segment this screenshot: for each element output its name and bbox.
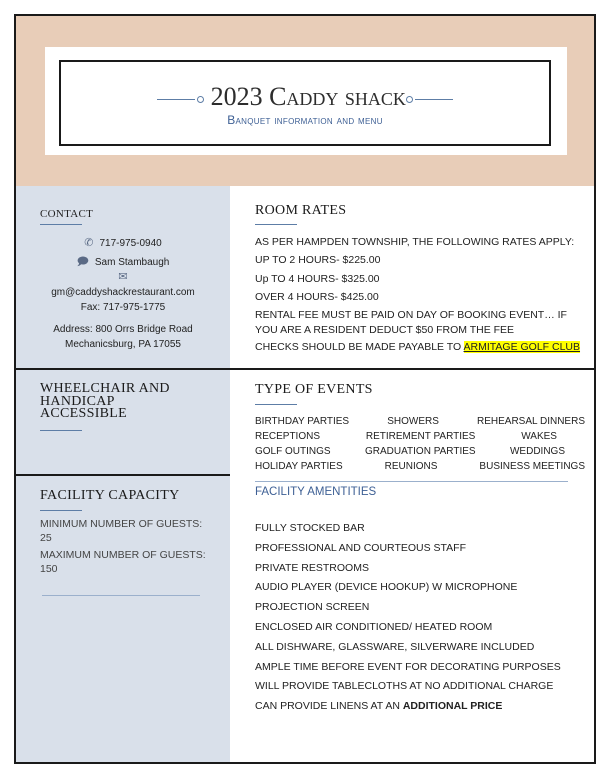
- chat-icon: 🗩: [76, 256, 89, 268]
- title-ornament-right: [406, 96, 413, 103]
- event-item: RETIREMENT PARTIES: [365, 431, 476, 442]
- fee-note-line-1: RENTAL FEE MUST BE PAID ON DAY OF BOOKING EVENT… IF: [255, 309, 567, 322]
- room-rates-underline: [255, 224, 297, 225]
- event-types-grid: [255, 414, 585, 474]
- contact-section: [16, 186, 230, 370]
- envelope-icon: ✉: [118, 271, 128, 283]
- amenity-item: ALL DISHWARE, GLASSWARE, SILVERWARE INCLUDED: [255, 640, 535, 653]
- room-rates-details: [255, 233, 585, 356]
- amenity-item: PRIVATE RESTROOMS: [255, 561, 369, 574]
- title-ornament-left: [197, 96, 204, 103]
- rates-intro: AS PER HAMPDEN TOWNSHIP, THE FOLLOWING RATES APPLY:: [255, 236, 575, 248]
- right-column: [230, 186, 594, 762]
- amenity-item: AUDIO PLAYER (DEVICE HOOKUP) W MICROPHONE: [255, 581, 518, 594]
- envelope-row: [16, 270, 230, 285]
- capacity-section: [16, 476, 230, 762]
- room-rates-heading: ROOM RATES: [255, 203, 347, 218]
- min-guests-value: 25: [40, 532, 52, 544]
- accessibility-line-3: ACCESSIBLE: [40, 406, 128, 421]
- header-card: [45, 47, 567, 155]
- accessibility-line-2: HANDICAP: [40, 393, 115, 409]
- contact-heading: CONTACT: [40, 208, 94, 220]
- accessibility-line-1: WHEELCHAIR AND: [40, 381, 170, 396]
- title-rule-right: [415, 99, 453, 100]
- checks-note: [255, 338, 585, 356]
- event-row: [255, 444, 585, 459]
- amenities-list: [255, 519, 561, 717]
- amenity-item: FULLY STOCKED BAR: [255, 522, 365, 534]
- amenity-item: ENCLOSED AIR CONDITIONED/ HEATED ROOM: [255, 620, 493, 633]
- checks-payee: ARMITAGE GOLF CLUB: [463, 341, 581, 354]
- events-underline: [255, 404, 297, 405]
- header-band: [16, 16, 594, 188]
- title-rule-left: [157, 99, 195, 100]
- accessibility-heading: [40, 383, 170, 421]
- event-item: REUNIONS: [384, 461, 438, 472]
- accessibility-section: [16, 370, 230, 476]
- contact-name: Sam Stambaugh: [94, 257, 170, 268]
- amenity-item: AMPLE TIME BEFORE EVENT FOR DECORATING PURPOSES: [255, 660, 561, 673]
- event-row: [255, 429, 585, 444]
- events-section: [230, 370, 594, 762]
- events-heading: TYPE OF EVENTS: [255, 382, 373, 397]
- page-subtitle: Banquet information and menu: [227, 113, 383, 127]
- amenity-item: PROFESSIONAL AND COURTEOUS STAFF: [255, 541, 467, 554]
- amenity-linens-price: ADDITIONAL PRICE: [402, 700, 503, 713]
- event-item: HOLIDAY PARTIES: [255, 461, 343, 472]
- max-guests-label: MAXIMUM NUMBER OF GUESTS:: [40, 549, 206, 561]
- event-item: WEDDINGS: [509, 446, 565, 457]
- rate-over-4-hours: OVER 4 HOURS- $425.00: [255, 290, 379, 303]
- name-row: [16, 255, 230, 270]
- contact-underline: [40, 224, 82, 225]
- title-frame: [59, 60, 551, 146]
- accessibility-underline: [40, 430, 82, 431]
- contact-details: [16, 236, 230, 352]
- event-item: GOLF OUTINGS: [255, 446, 331, 457]
- checks-prefix: CHECKS SHOULD BE MADE PAYABLE TO: [255, 341, 464, 354]
- event-item: SHOWERS: [387, 416, 439, 427]
- capacity-details: [40, 517, 220, 576]
- left-column: [16, 186, 232, 762]
- fee-note-line-2: YOU ARE A RESIDENT DEDUCT $50 FROM THE FEE: [255, 324, 515, 337]
- fax-number: Fax: 717-975-1775: [80, 302, 166, 313]
- address-line-2: Mechanicsburg, PA 17055: [64, 339, 181, 350]
- capacity-underline: [40, 510, 82, 511]
- rate-4-hours: Up TO 4 HOURS- $325.00: [255, 272, 380, 285]
- capacity-divider: [42, 595, 200, 596]
- email-link[interactable]: gm@caddyshackrestaurant.com: [51, 287, 195, 298]
- event-row: [255, 459, 585, 474]
- amenities-divider: [255, 481, 568, 482]
- amenity-item: [255, 697, 561, 717]
- event-row: [255, 414, 585, 429]
- rate-2-hours: UP TO 2 HOURS- $225.00: [255, 254, 381, 267]
- flyer-page: [14, 14, 596, 764]
- amenity-item: PROJECTION SCREEN: [255, 601, 370, 614]
- event-item: WAKES: [521, 431, 557, 442]
- address-line-1: Address: 800 Orrs Bridge Road: [53, 324, 193, 335]
- amenity-linens-prefix: CAN PROVIDE LINENS AT AN: [255, 700, 403, 713]
- page-title: [61, 82, 549, 112]
- title-year: 2023: [210, 82, 263, 111]
- event-item: REHEARSAL DINNERS: [477, 416, 585, 427]
- amenity-item: WILL PROVIDE TABLECLOTHS AT NO ADDITIONAL CHARGE: [255, 680, 554, 693]
- room-rates-section: [230, 186, 594, 370]
- max-guests-value: 150: [40, 563, 58, 575]
- amenities-heading: FACILITY AMENTITIES: [255, 486, 377, 498]
- phone-number: 717-975-0940: [99, 238, 162, 249]
- min-guests-label: MINIMUM NUMBER OF GUESTS:: [40, 518, 203, 530]
- event-item: BIRTHDAY PARTIES: [255, 416, 350, 427]
- event-item: RECEPTIONS: [255, 431, 321, 442]
- phone-icon: ✆: [84, 237, 94, 249]
- capacity-heading: FACILITY CAPACITY: [40, 488, 180, 503]
- event-item: GRADUATION PARTIES: [364, 446, 476, 457]
- fee-note: [255, 306, 585, 338]
- phone-row: [16, 236, 230, 251]
- event-item: BUSINESS MEETINGS: [479, 461, 585, 472]
- title-text: Caddy shack: [269, 82, 406, 111]
